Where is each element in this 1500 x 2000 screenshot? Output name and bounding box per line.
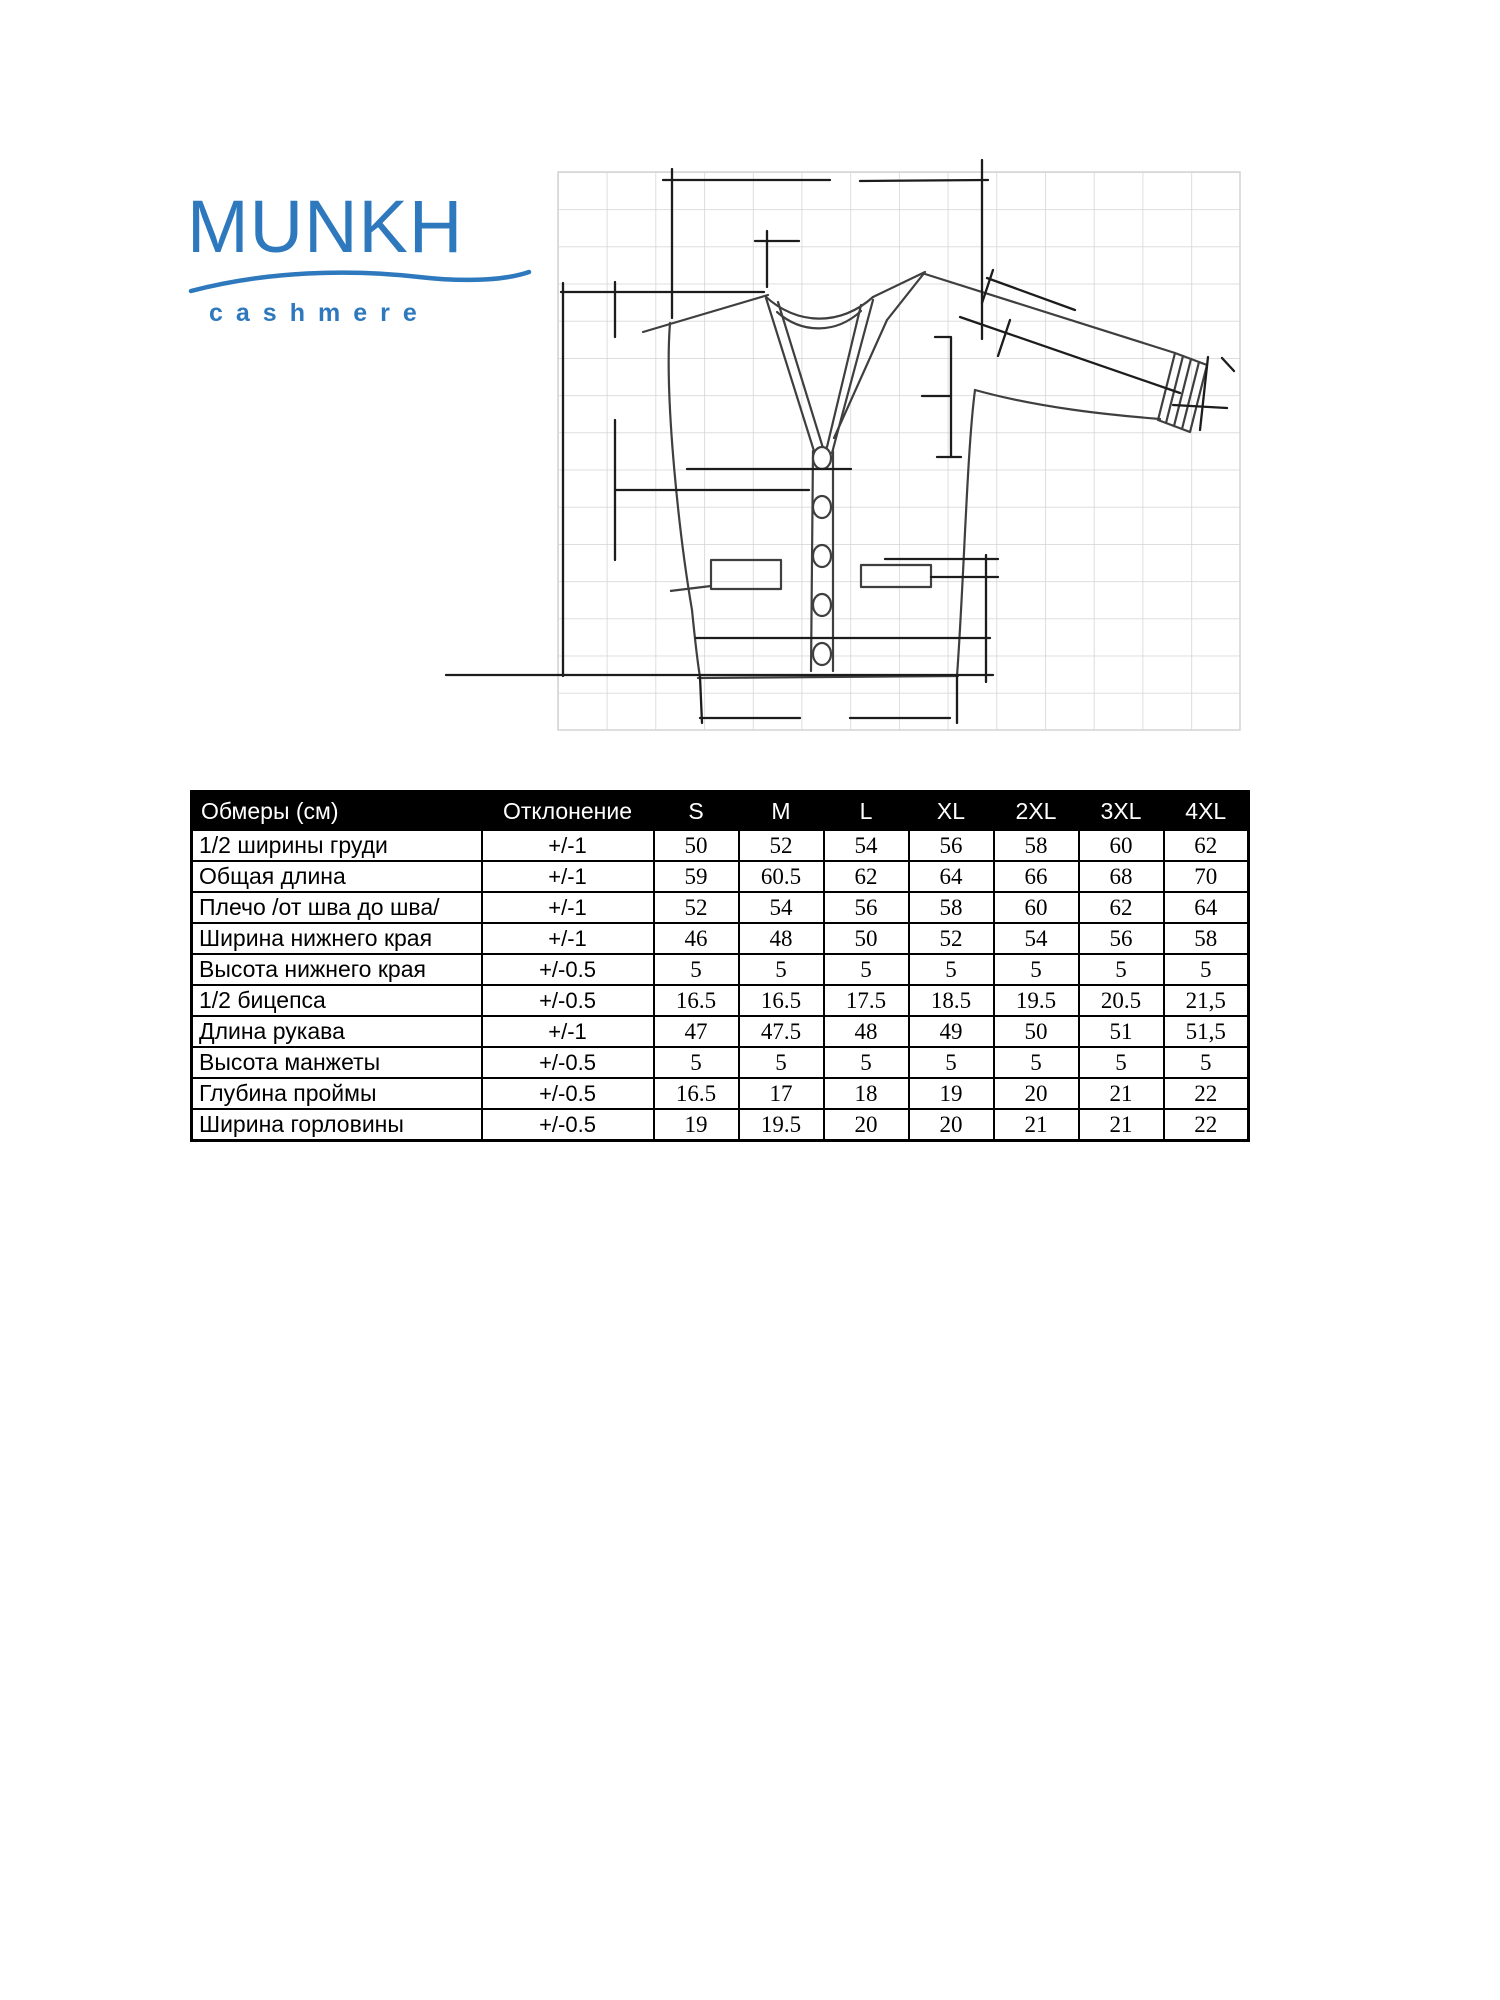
size-value: 20	[824, 1109, 909, 1141]
table-row	[192, 892, 1249, 923]
size-value: 5	[1164, 954, 1249, 985]
size-value: 48	[824, 1016, 909, 1047]
size-value: 5	[994, 954, 1079, 985]
measure-label: Общая длина	[192, 861, 482, 892]
size-value: 60	[1079, 830, 1164, 861]
size-value: 22	[1164, 1109, 1249, 1141]
size-value: 51	[1079, 1016, 1164, 1047]
column-header-measure: Обмеры (см)	[192, 792, 482, 831]
size-value: 56	[909, 830, 994, 861]
button-icon	[813, 447, 831, 469]
column-header-size-m: M	[739, 792, 824, 831]
size-value: 19.5	[739, 1109, 824, 1141]
brand-name: MUNKH	[187, 185, 464, 268]
size-value: 21	[1079, 1078, 1164, 1109]
tolerance-value: +/-0.5	[482, 1078, 654, 1109]
size-value: 52	[654, 892, 739, 923]
sketch-grid	[558, 172, 1240, 730]
garment-technical-drawing	[430, 120, 1260, 748]
measure-label: Плечо /от шва до шва/	[192, 892, 482, 923]
size-value: 5	[654, 954, 739, 985]
measure-label: Ширина горловины	[192, 1109, 482, 1141]
size-value: 20	[909, 1109, 994, 1141]
size-value: 48	[739, 923, 824, 954]
size-value: 5	[739, 1047, 824, 1078]
size-value: 16.5	[654, 985, 739, 1016]
size-value: 51,5	[1164, 1016, 1249, 1047]
size-value: 5	[1164, 1047, 1249, 1078]
size-value: 17.5	[824, 985, 909, 1016]
size-value: 5	[739, 954, 824, 985]
measure-label: 1/2 ширины груди	[192, 830, 482, 861]
size-value: 68	[1079, 861, 1164, 892]
size-value: 5	[994, 1047, 1079, 1078]
column-header-size-4xl: 4XL	[1164, 792, 1249, 831]
size-value: 54	[994, 923, 1079, 954]
tolerance-value: +/-1	[482, 830, 654, 861]
size-value: 52	[739, 830, 824, 861]
size-value: 50	[654, 830, 739, 861]
size-value: 20.5	[1079, 985, 1164, 1016]
size-value: 16.5	[654, 1078, 739, 1109]
measure-label: Глубина проймы	[192, 1078, 482, 1109]
size-value: 60.5	[739, 861, 824, 892]
size-value: 46	[654, 923, 739, 954]
size-value: 50	[994, 1016, 1079, 1047]
size-value: 5	[1079, 1047, 1164, 1078]
size-value: 47	[654, 1016, 739, 1047]
table-row	[192, 1047, 1249, 1078]
size-value: 62	[1164, 830, 1249, 861]
size-value: 18.5	[909, 985, 994, 1016]
column-header-tolerance: Отклонение	[482, 792, 654, 831]
size-value: 54	[824, 830, 909, 861]
size-value: 66	[994, 861, 1079, 892]
table-row	[192, 1109, 1249, 1141]
tolerance-value: +/-1	[482, 861, 654, 892]
size-value: 52	[909, 923, 994, 954]
tolerance-value: +/-0.5	[482, 954, 654, 985]
size-value: 49	[909, 1016, 994, 1047]
column-header-size-l: L	[824, 792, 909, 831]
column-header-size-2xl: 2XL	[994, 792, 1079, 831]
button-icon	[813, 545, 831, 567]
size-value: 64	[1164, 892, 1249, 923]
size-value: 5	[909, 954, 994, 985]
size-chart-table	[190, 790, 1250, 1142]
button-icon	[813, 496, 831, 518]
table-row	[192, 985, 1249, 1016]
size-value: 5	[654, 1047, 739, 1078]
size-value: 19.5	[994, 985, 1079, 1016]
size-value: 19	[909, 1078, 994, 1109]
size-value: 16.5	[739, 985, 824, 1016]
size-value: 5	[824, 954, 909, 985]
measure-label: Высота манжеты	[192, 1047, 482, 1078]
size-value: 21	[994, 1109, 1079, 1141]
size-value: 54	[739, 892, 824, 923]
table-row	[192, 923, 1249, 954]
size-value: 21,5	[1164, 985, 1249, 1016]
size-value: 59	[654, 861, 739, 892]
measure-label: 1/2 бицепса	[192, 985, 482, 1016]
size-value: 58	[1164, 923, 1249, 954]
measure-label: Ширина нижнего края	[192, 923, 482, 954]
table-row	[192, 1016, 1249, 1047]
size-value: 70	[1164, 861, 1249, 892]
tolerance-value: +/-0.5	[482, 985, 654, 1016]
tolerance-value: +/-1	[482, 1016, 654, 1047]
size-value: 47.5	[739, 1016, 824, 1047]
size-value: 56	[824, 892, 909, 923]
size-value: 58	[909, 892, 994, 923]
tolerance-value: +/-1	[482, 892, 654, 923]
button-icon	[813, 643, 831, 665]
size-value: 62	[824, 861, 909, 892]
size-value: 17	[739, 1078, 824, 1109]
size-value: 18	[824, 1078, 909, 1109]
table-row	[192, 861, 1249, 892]
table-header-row	[192, 792, 1249, 831]
size-value: 5	[824, 1047, 909, 1078]
size-value: 62	[1079, 892, 1164, 923]
tolerance-value: +/-0.5	[482, 1047, 654, 1078]
measure-label: Длина рукава	[192, 1016, 482, 1047]
button-icon	[813, 594, 831, 616]
column-header-size-s: S	[654, 792, 739, 831]
table-row	[192, 830, 1249, 861]
column-header-size-3xl: 3XL	[1079, 792, 1164, 831]
size-value: 50	[824, 923, 909, 954]
size-value: 5	[909, 1047, 994, 1078]
dim-top-right-horizontal	[860, 180, 988, 181]
measure-label: Высота нижнего края	[192, 954, 482, 985]
size-value: 5	[1079, 954, 1164, 985]
size-value: 22	[1164, 1078, 1249, 1109]
tolerance-value: +/-1	[482, 923, 654, 954]
size-value: 21	[1079, 1109, 1164, 1141]
size-value: 19	[654, 1109, 739, 1141]
column-header-size-xl: XL	[909, 792, 994, 831]
size-value: 58	[994, 830, 1079, 861]
brand-subtitle: cashmere	[209, 299, 430, 327]
table-row	[192, 954, 1249, 985]
size-value: 60	[994, 892, 1079, 923]
size-value: 64	[909, 861, 994, 892]
tolerance-value: +/-0.5	[482, 1109, 654, 1141]
table-row	[192, 1078, 1249, 1109]
size-value: 56	[1079, 923, 1164, 954]
size-value: 20	[994, 1078, 1079, 1109]
